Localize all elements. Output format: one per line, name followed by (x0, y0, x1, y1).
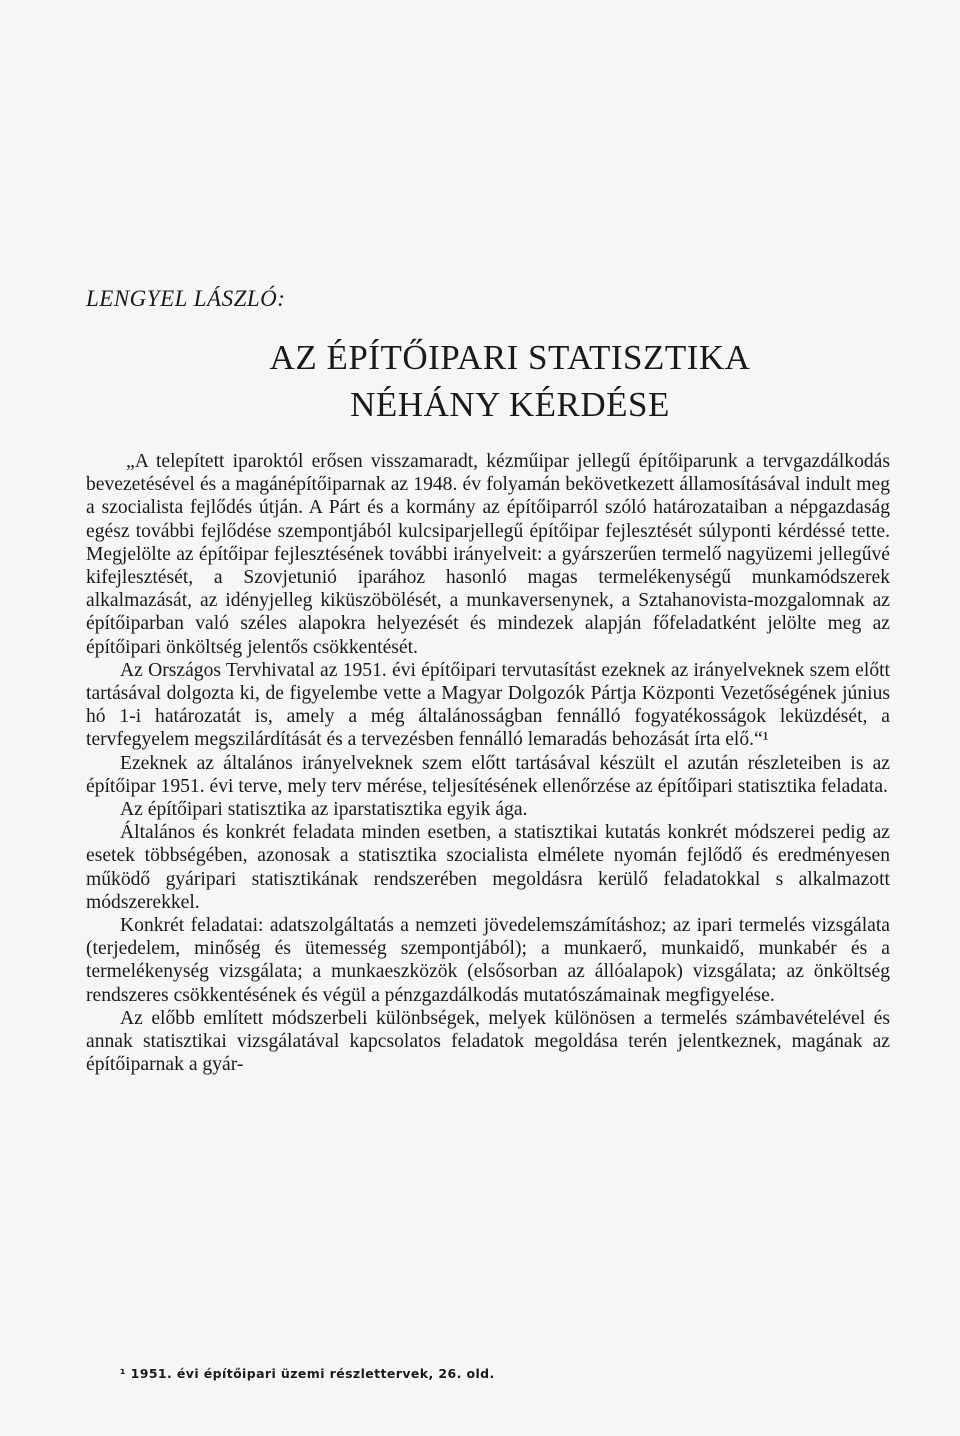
article-title-line-1: AZ ÉPÍTŐIPARI STATISZTIKA (269, 338, 751, 377)
paragraph: Ezeknek az általános irányelveknek szem előtt tartásával készült el azután részleteiben is az építőipar 1951. évi terve, mely terv mérése, teljesítésének ellenőrzése az építőipari statisztika feladata. (86, 752, 890, 797)
article-body (86, 450, 890, 1076)
author-name: LENGYEL LÁSZLÓ: (86, 286, 286, 311)
article-title-line-2: NÉHÁNY KÉRDÉSE (350, 385, 670, 424)
paragraph: Az előbb említett módszerbeli különbségek, melyek különösen a termelés számbavételével és annak statisztikai vizsgálatával kapcsolatos feladatok megoldása terén jelentkeznek, magának az építőiparnak a gyár- (86, 1007, 890, 1076)
paragraph: Konkrét feladatai: adatszolgáltatás a nemzeti jövedelemszámításhoz; az ipari termelés vizsgálata (terjedelem, minőség és ütemesség szempontjából); a munkaerő, munkaidő, munkabér és a termelékenység vizsgálata; a munkaeszközök (elsősorban az állóalapok) vizsgálata; az önköltség rendszeres csökkentésének és végül a pénzgazdálkodás mutatószámainak megfigyelése. (86, 915, 890, 1006)
paragraph: Az építőipari statisztika az iparstatisztika egyik ága. (120, 799, 528, 821)
paragraph-quote: „A telepített iparoktól erősen visszamaradt, kézműipar jellegű építőiparunk a tervgazdálkodás bevezetésével és a magánépítőiparnak az 1948. év folyamán bekövetkezett államosításával indult meg a szocialista fejlődés útján. A Párt és a kormány az építőiparról szóló határozataiban a népgazdaság egész további fejlődése szempontjából kulcsiparjellegű építőipar fejlesztését súlyponti kérdéssé tette. Megjelölte az építőipar fejlesztésének további irányelveit: a gyárszerűen termelő nagyüzemi jellegűvé kifejlesztését, a Szovjetunió iparához hasonló magas termelékenységű munkamódszerek alkalmazását, az idényjelleg kiküszöbölését, a munkaversenynek, a Sztahanovista-mozgalomnak az építőiparban való széles alapokra helyezését és mindezek alapján főfeladatként jelölte meg az építőipari önköltség jelentős csökkentését. (86, 451, 890, 658)
footnote: ¹ 1951. évi építőipari üzemi részlettervek, 26. old. (120, 1366, 495, 1381)
paragraph: Az Országos Tervhivatal az 1951. évi építőipari tervutasítást ezeknek az irányelveknek szem előtt tartásával dolgozta ki, de figyelembe vette a Magyar Dolgozók Pártja Központi Vezetőségének június hó 1-i határozatát is, amely a még általánosságban fennálló fogyatékosságok leküzdését, a tervfegyelem megszilárdítását és a tervezésben fennálló lemaradás behozását írta elő.“¹ (86, 659, 890, 751)
paragraph: Általános és konkrét feladata minden esetben, a statisztikai kutatás konkrét módszerei pedig az esetek többségében, azonosak a statisztika szocialista elmélete nyomán fejlődő és eredményesen működő gyáripari statisztikának rendszerében megoldásra kerülő feladatokkal s alkalmazott módszerekkel. (86, 822, 890, 913)
